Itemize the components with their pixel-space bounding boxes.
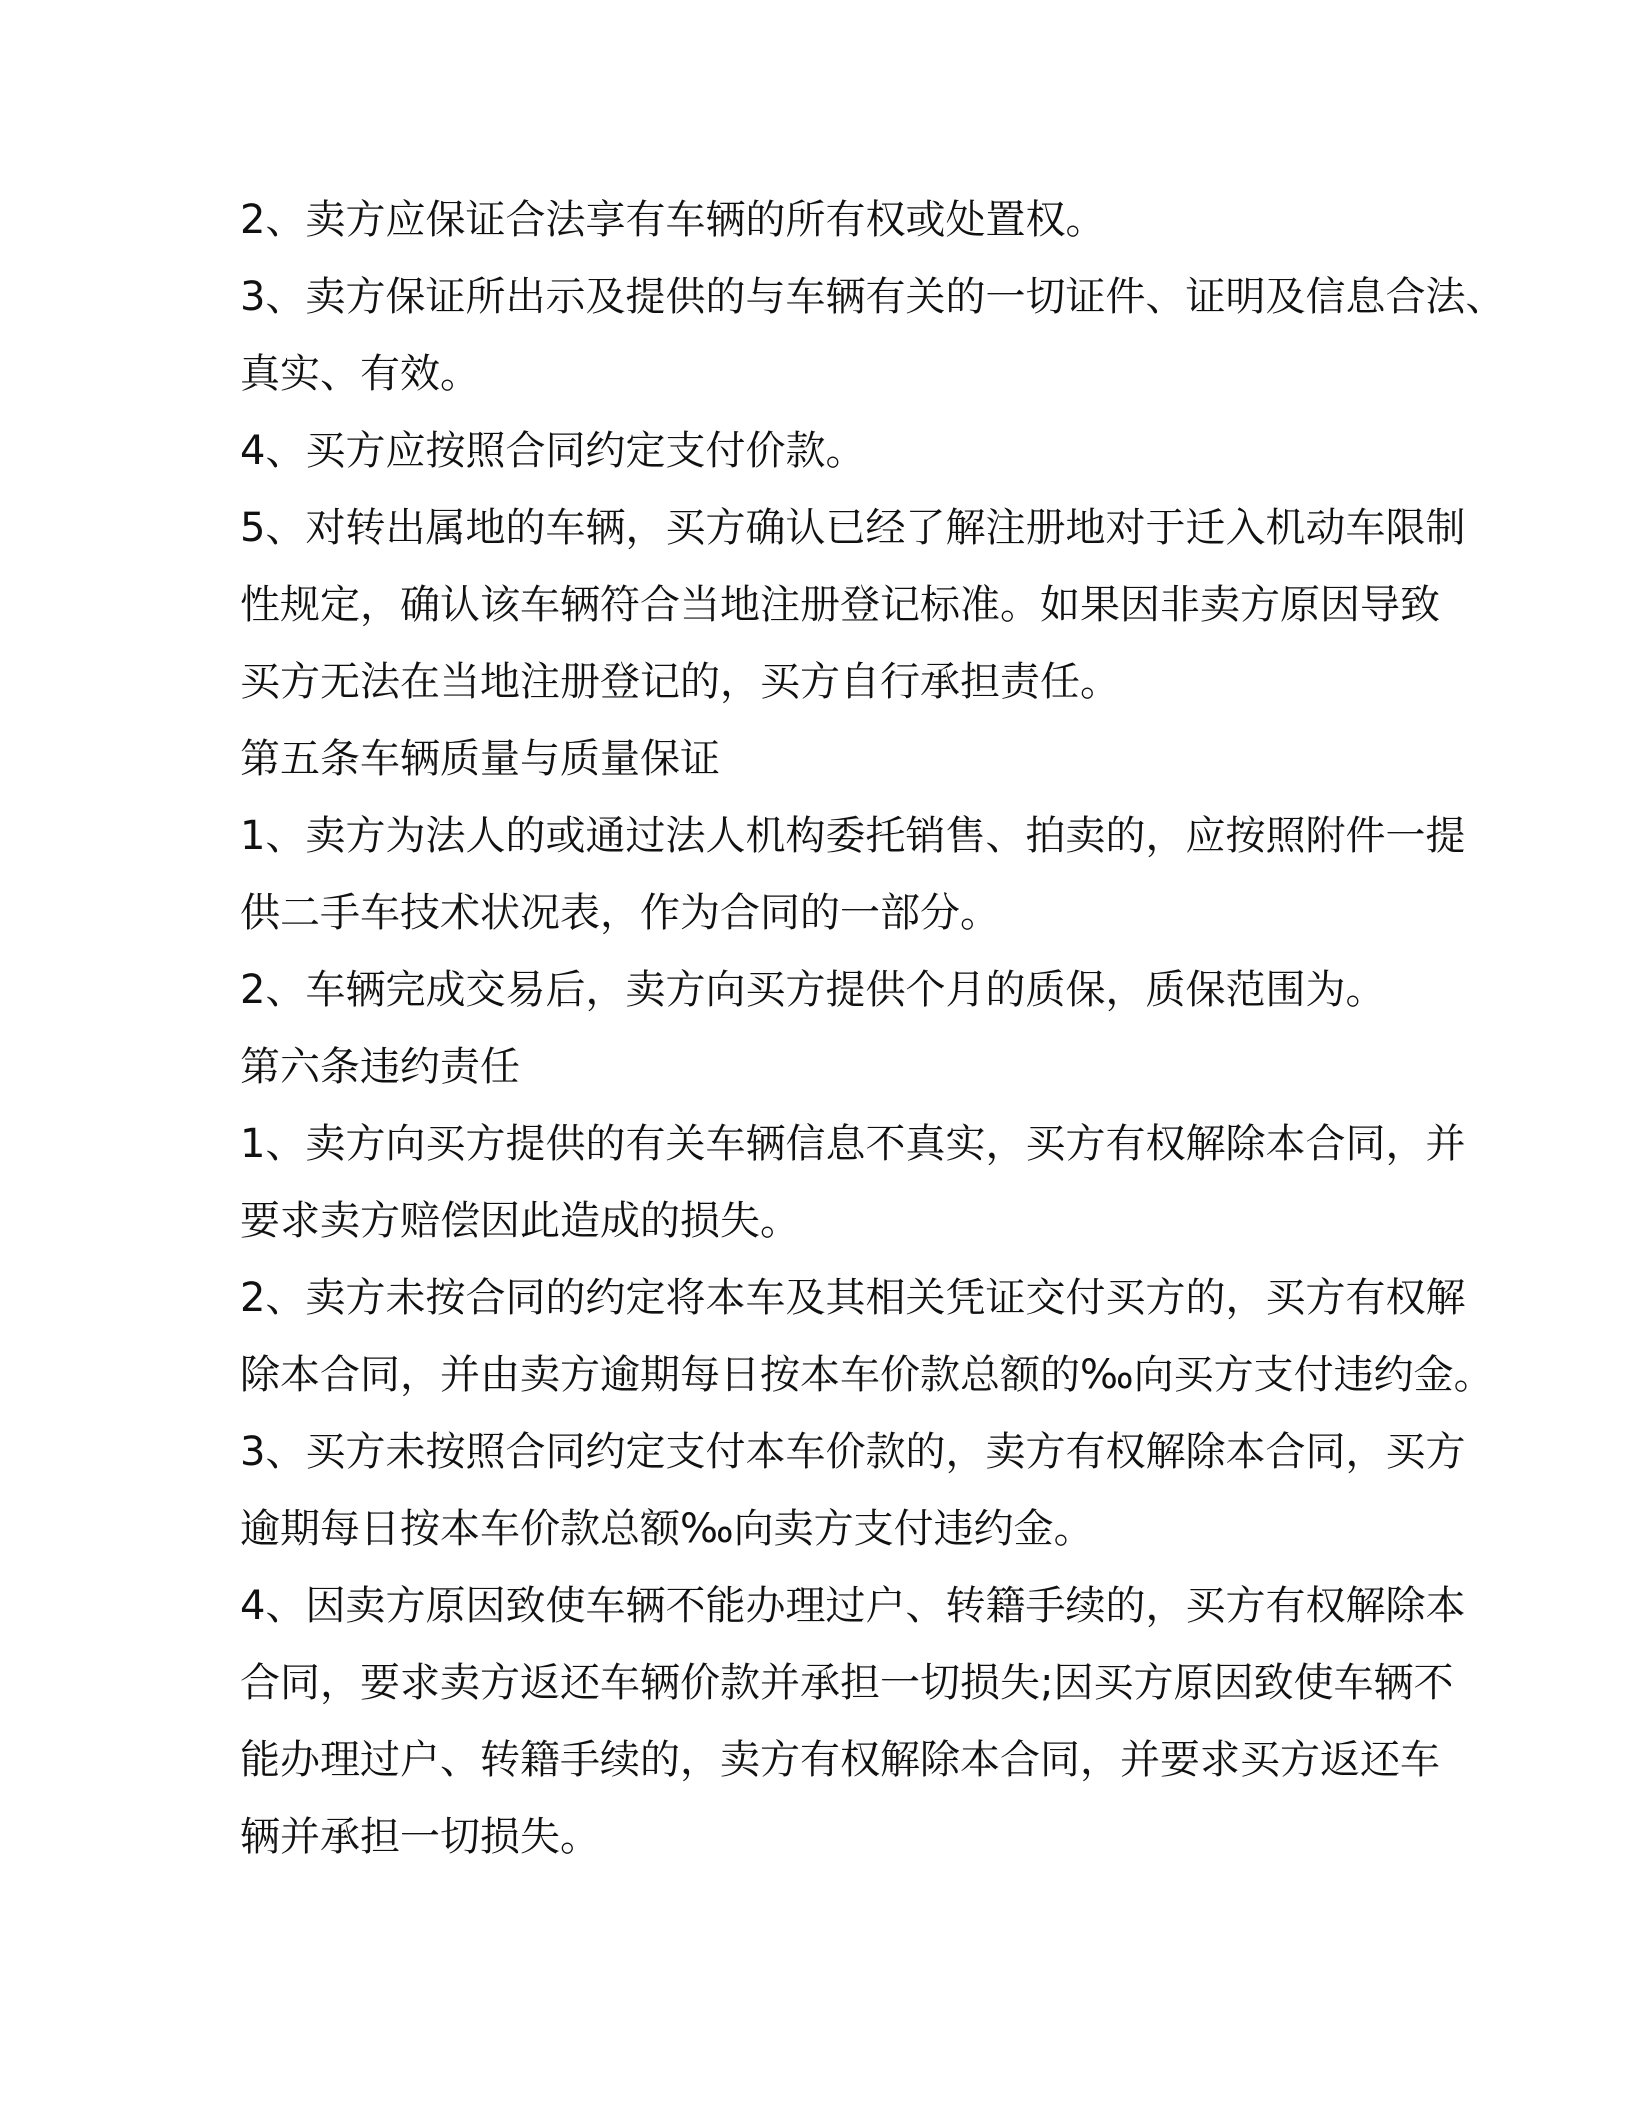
- clause-buyer-payment: 4、买方应按照合同约定支付价款。: [240, 428, 866, 474]
- clause-registration-cont-2: 买方无法在当地注册登记的，买方自行承担责任。: [240, 659, 1120, 705]
- section-heading-article-5: 第五条车辆质量与质量保证: [240, 736, 720, 782]
- clause-buyer-late-payment: 3、买方未按照合同约定支付本车价款的，卖方有权解除本合同，买方: [240, 1429, 1466, 1475]
- clause-seller-delivery: 2、卖方未按合同的约定将本车及其相关凭证交付买方的，买方有权解: [240, 1275, 1466, 1321]
- clause-warranty: 2、车辆完成交易后，卖方向买方提供个月的质保，质保范围为。: [240, 967, 1386, 1013]
- clause-seller-ownership: 2、卖方应保证合法享有车辆的所有权或处置权。: [240, 197, 1106, 243]
- clause-false-info-cont: 要求卖方赔偿因此造成的损失。: [240, 1198, 800, 1244]
- document-body: [240, 182, 1506, 1876]
- clause-technical-status: 1、卖方为法人的或通过法人机构委托销售、拍卖的，应按照附件一提: [240, 813, 1466, 859]
- clause-registration-cont-1: 性规定，确认该车辆符合当地注册登记标准。如果因非卖方原因导致: [240, 582, 1440, 628]
- clause-false-info: 1、卖方向买方提供的有关车辆信息不真实，买方有权解除本合同，并: [240, 1121, 1466, 1167]
- clause-seller-documents-cont: 真实、有效。: [240, 351, 480, 397]
- clause-buyer-late-payment-cont: 逾期每日按本车价款总额‰向卖方支付违约金。: [240, 1506, 1094, 1552]
- clause-transfer-failure-cont-3: 辆并承担一切损失。: [240, 1814, 600, 1860]
- clause-technical-status-cont: 供二手车技术状况表，作为合同的一部分。: [240, 890, 1000, 936]
- clause-registration: 5、对转出属地的车辆，买方确认已经了解注册地对于迁入机动车限制: [240, 505, 1466, 551]
- clause-transfer-failure-cont-2: 能办理过户、转籍手续的，卖方有权解除本合同，并要求买方返还车: [240, 1737, 1440, 1783]
- section-heading-article-6: 第六条违约责任: [240, 1044, 520, 1090]
- clause-transfer-failure: 4、因卖方原因致使车辆不能办理过户、转籍手续的，买方有权解除本: [240, 1583, 1466, 1629]
- clause-transfer-failure-cont-1: 合同，要求卖方返还车辆价款并承担一切损失;因买方原因致使车辆不: [240, 1660, 1454, 1706]
- clause-seller-documents: 3、卖方保证所出示及提供的与车辆有关的一切证件、证明及信息合法、: [240, 274, 1506, 320]
- clause-seller-delivery-cont: 除本合同，并由卖方逾期每日按本车价款总额的‰向买方支付违约金。: [240, 1352, 1494, 1398]
